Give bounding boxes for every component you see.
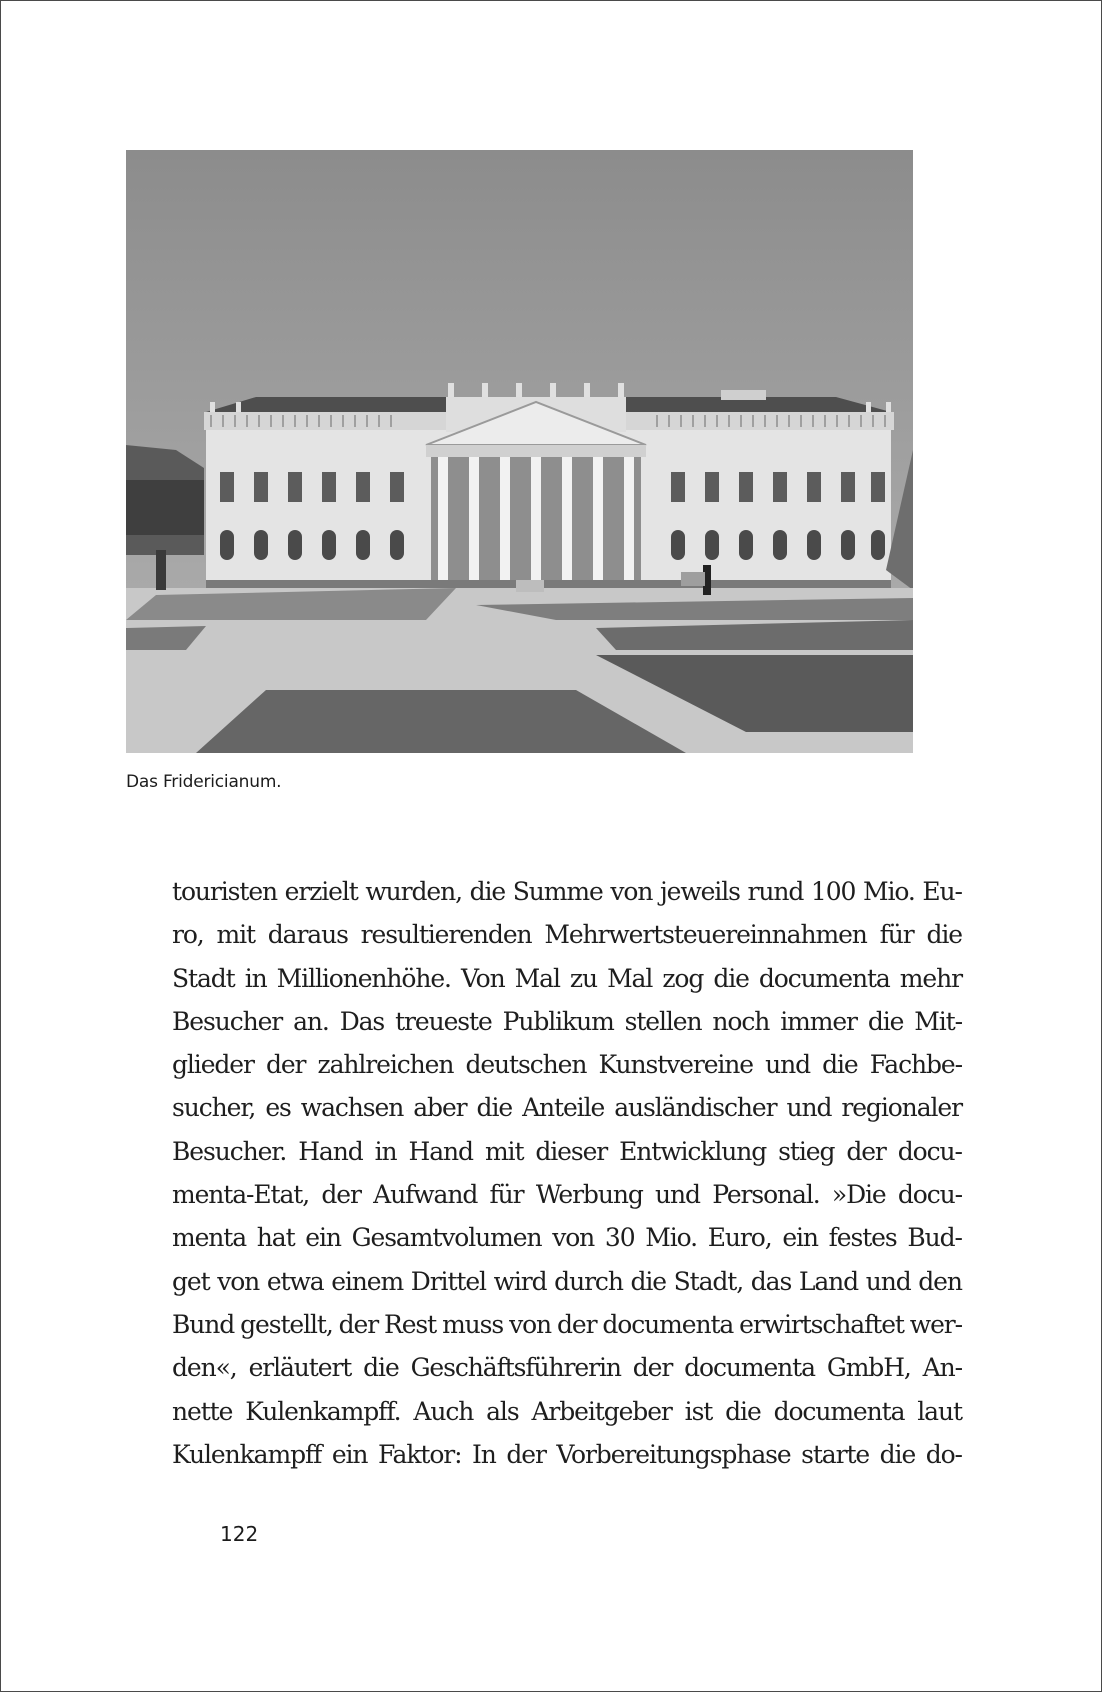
text-line bbox=[172, 913, 962, 956]
word: einem bbox=[331, 1266, 404, 1296]
word: den«, bbox=[172, 1353, 237, 1383]
text-line bbox=[172, 957, 962, 1000]
word: starte bbox=[801, 1439, 870, 1469]
word: get bbox=[172, 1266, 210, 1296]
word: 100 bbox=[810, 877, 856, 906]
word: rund bbox=[747, 877, 804, 906]
word: Geschäftsführerin bbox=[410, 1353, 621, 1383]
word: wachsen bbox=[300, 1093, 404, 1123]
word: zu bbox=[569, 963, 597, 993]
fridericianum-photo bbox=[126, 150, 913, 753]
word: Summe bbox=[512, 877, 603, 906]
word: als bbox=[486, 1396, 519, 1426]
word: mehr bbox=[899, 963, 962, 993]
word: von bbox=[552, 1223, 595, 1253]
word: in bbox=[374, 1136, 397, 1166]
text-line bbox=[172, 1260, 962, 1303]
word: immer bbox=[780, 1006, 857, 1036]
word: die bbox=[725, 1396, 761, 1426]
word: den bbox=[918, 1266, 962, 1296]
word: durch bbox=[554, 1266, 623, 1296]
text-line bbox=[172, 1216, 962, 1259]
word: und bbox=[865, 1266, 911, 1296]
word: Entwicklung bbox=[619, 1136, 767, 1166]
word: etwa bbox=[266, 1266, 324, 1296]
word: Eu- bbox=[922, 877, 962, 906]
word: dieser bbox=[535, 1136, 608, 1166]
word: mit bbox=[216, 920, 255, 950]
word: Mal bbox=[607, 963, 653, 993]
word: Bund bbox=[172, 1309, 235, 1339]
word: Stadt bbox=[172, 963, 235, 993]
word: wurden, bbox=[365, 877, 462, 906]
word: Millionenhöhe. bbox=[276, 963, 451, 993]
word: die bbox=[363, 1353, 399, 1383]
word: Anteile bbox=[522, 1093, 605, 1123]
word: die bbox=[879, 1439, 916, 1469]
word: die bbox=[476, 1093, 513, 1123]
word: Hand bbox=[298, 1136, 363, 1166]
word: docu- bbox=[897, 1180, 962, 1210]
word: Kulenkampff bbox=[172, 1439, 322, 1469]
word: der bbox=[632, 1353, 673, 1383]
word: gestellt, bbox=[240, 1309, 333, 1339]
word: von bbox=[217, 1266, 260, 1296]
word: jeweils bbox=[659, 877, 740, 906]
text-line bbox=[172, 1000, 962, 1043]
word: deutschen bbox=[465, 1050, 587, 1080]
word: In bbox=[472, 1439, 496, 1469]
word: ist bbox=[684, 1396, 713, 1426]
fridericianum-illustration bbox=[126, 150, 913, 753]
word: menta-Etat, bbox=[172, 1180, 310, 1210]
word: und bbox=[765, 1050, 811, 1080]
word: 30 bbox=[604, 1223, 635, 1253]
word: regionaler bbox=[841, 1093, 962, 1123]
body-text bbox=[172, 870, 962, 1476]
word: erläutert bbox=[248, 1353, 352, 1383]
word: von bbox=[610, 877, 653, 906]
word: daraus bbox=[267, 920, 348, 950]
text-line bbox=[172, 870, 962, 913]
word: treueste bbox=[395, 1006, 492, 1036]
word: der bbox=[265, 1050, 306, 1080]
word: Arbeitgeber bbox=[531, 1396, 672, 1426]
word: stellen bbox=[624, 1006, 702, 1036]
text-line bbox=[172, 1086, 962, 1129]
word: Drittel bbox=[410, 1266, 486, 1296]
word: aber bbox=[413, 1093, 467, 1123]
word: Vorbereitungsphase bbox=[556, 1439, 791, 1469]
text-line bbox=[172, 1390, 962, 1433]
text-line bbox=[172, 1173, 962, 1216]
word: Von bbox=[460, 963, 505, 993]
word: documenta bbox=[773, 1396, 905, 1426]
word: Bud- bbox=[907, 1223, 962, 1253]
word: die bbox=[926, 920, 962, 950]
word: Kunstvereine bbox=[598, 1050, 753, 1080]
word: mit bbox=[484, 1136, 524, 1166]
word: die bbox=[630, 1266, 666, 1296]
word: der bbox=[321, 1180, 361, 1210]
word: Personal. bbox=[712, 1180, 820, 1210]
word: muss bbox=[442, 1309, 504, 1339]
word: wird bbox=[493, 1266, 547, 1296]
word: die bbox=[713, 963, 749, 993]
word: der bbox=[557, 1309, 597, 1339]
word: resultierenden bbox=[360, 920, 532, 950]
word: Auch bbox=[413, 1396, 474, 1426]
word: Das bbox=[339, 1006, 385, 1036]
word: menta bbox=[172, 1223, 247, 1253]
word: Stadt, bbox=[673, 1266, 744, 1296]
word: noch bbox=[712, 1006, 770, 1036]
word: ro, bbox=[172, 920, 204, 950]
word: der bbox=[338, 1309, 379, 1339]
word: ausländischer bbox=[614, 1093, 777, 1123]
word: Land bbox=[798, 1266, 859, 1296]
word: die bbox=[469, 877, 506, 906]
word: Mio. bbox=[862, 877, 915, 906]
word: für bbox=[879, 920, 914, 950]
word: ein bbox=[782, 1223, 818, 1253]
word: documenta bbox=[684, 1353, 815, 1383]
word: documenta bbox=[602, 1309, 734, 1339]
word: hat bbox=[256, 1223, 295, 1253]
word: do- bbox=[925, 1439, 962, 1469]
word: Hand bbox=[408, 1136, 473, 1166]
word: laut bbox=[917, 1396, 962, 1426]
word: Publikum bbox=[502, 1006, 614, 1036]
word: und bbox=[786, 1093, 832, 1123]
word: die bbox=[867, 1006, 904, 1036]
word: an. bbox=[293, 1006, 329, 1036]
text-line bbox=[172, 1043, 962, 1086]
word: docu- bbox=[897, 1136, 962, 1166]
word: stieg bbox=[778, 1136, 835, 1166]
word: Faktor: bbox=[377, 1439, 462, 1469]
word: erzielt bbox=[284, 877, 358, 906]
word: die bbox=[822, 1050, 858, 1080]
word: glieder bbox=[172, 1050, 254, 1080]
word: und bbox=[655, 1180, 700, 1210]
word: Aufwand bbox=[373, 1180, 478, 1210]
word: Mehrwertsteuereinnahmen bbox=[544, 920, 867, 950]
word: GmbH, bbox=[826, 1353, 911, 1383]
word: ein bbox=[305, 1223, 341, 1253]
text-line bbox=[172, 1433, 962, 1476]
word: »Die bbox=[831, 1180, 886, 1210]
word: festes bbox=[828, 1223, 897, 1253]
word: von bbox=[509, 1309, 552, 1339]
word: touristen bbox=[172, 877, 278, 906]
word: Mal bbox=[514, 963, 560, 993]
word: Mit- bbox=[914, 1006, 962, 1036]
word: Besucher. bbox=[172, 1136, 287, 1166]
word: ein bbox=[331, 1439, 368, 1469]
word: Gesamtvolumen bbox=[351, 1223, 542, 1253]
word: Kulenkampff. bbox=[245, 1396, 401, 1426]
word: in bbox=[244, 963, 267, 993]
word: sucher, bbox=[172, 1093, 256, 1123]
word: wer- bbox=[909, 1309, 962, 1339]
word: zog bbox=[662, 963, 704, 993]
word: es bbox=[265, 1093, 291, 1123]
word: An- bbox=[922, 1353, 962, 1383]
word: für bbox=[489, 1180, 524, 1210]
word: das bbox=[750, 1266, 792, 1296]
word: Besucher bbox=[172, 1006, 283, 1036]
text-line bbox=[172, 1346, 962, 1389]
word: Mio. bbox=[645, 1223, 698, 1253]
text-line bbox=[172, 1130, 962, 1173]
word: Fachbe- bbox=[869, 1050, 962, 1080]
page-number: 122 bbox=[220, 1522, 259, 1546]
text-line bbox=[172, 1303, 962, 1346]
word: zahlreichen bbox=[317, 1050, 454, 1080]
word: der bbox=[506, 1439, 546, 1469]
word: nette bbox=[172, 1396, 233, 1426]
word: Euro, bbox=[707, 1223, 772, 1253]
word: Werbung bbox=[535, 1180, 643, 1210]
word: erwirtschaftet bbox=[739, 1309, 904, 1339]
photo-caption: Das Fridericianum. bbox=[126, 772, 282, 792]
word: der bbox=[846, 1136, 886, 1166]
word: documenta bbox=[758, 963, 890, 993]
word: Rest bbox=[384, 1309, 437, 1339]
